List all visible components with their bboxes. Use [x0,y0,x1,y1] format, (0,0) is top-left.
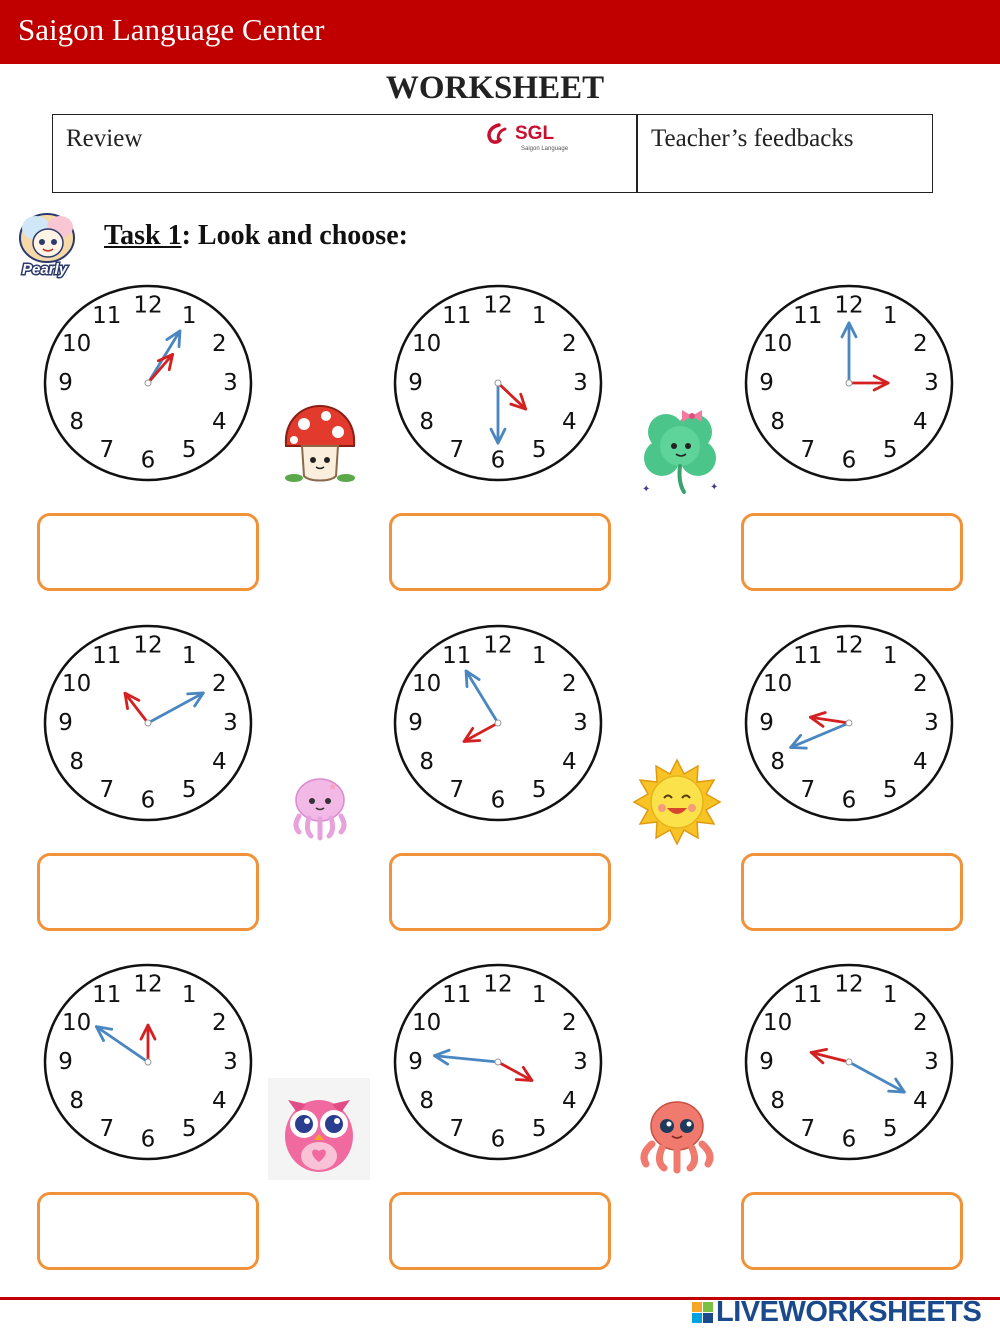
sgl-logo-icon [485,119,580,155]
clock-number: 6 [490,1126,506,1153]
task-instruction: : Look and choose: [181,220,408,251]
clock-number: 3 [223,1049,238,1075]
clock-number: 4 [562,748,577,775]
answer-box-5[interactable] [389,853,611,931]
answer-box-7[interactable] [37,1192,259,1270]
clock-number: 8 [770,748,785,775]
clock-number: 5 [531,1116,547,1143]
clock-number: 1 [882,302,898,329]
clock-number: 6 [841,447,857,474]
liveworksheets-logo[interactable] [692,1295,981,1329]
clock-number: 11 [442,642,472,669]
owl-icon [268,1078,370,1180]
clock-5 [390,620,606,826]
clock-number: 12 [834,632,864,659]
clock-number: 11 [92,981,122,1008]
clock-number: 11 [793,302,823,329]
clock-number: 8 [419,1087,434,1114]
clock-number: 10 [411,331,442,358]
clock-number: 12 [834,292,864,319]
clock-number: 4 [212,1087,227,1114]
clock-number: 10 [762,331,793,358]
clock-number: 2 [913,1010,928,1037]
liveworksheets-mark-icon [692,1302,713,1323]
clock-number: 9 [408,1049,423,1075]
clock-number: 9 [759,710,774,736]
sgl-logo-subtext: Saigon Language [521,146,569,152]
clock-number: 5 [181,777,197,804]
clock-number: 10 [61,671,92,698]
clock-number: 7 [800,777,816,804]
clock-number: 3 [924,710,939,736]
clock-number: 6 [140,787,156,814]
clock-number: 4 [913,1087,928,1114]
clock-number: 6 [140,447,156,474]
clock-number: 1 [882,981,898,1008]
clock-number: 9 [408,710,423,736]
clock-pin [145,1059,151,1065]
clock-number: 6 [841,1126,857,1153]
clock-number: 12 [133,632,163,659]
clock-number: 2 [562,671,577,698]
clock-number: 7 [449,437,465,464]
clock-number: 11 [92,302,122,329]
clock-number: 9 [58,710,73,736]
clock-number: 7 [800,1116,816,1143]
clock-number: 8 [770,1087,785,1114]
clock-number: 2 [913,331,928,358]
clock-number: 3 [223,710,238,736]
clock-pin [846,1059,852,1065]
answer-box-2[interactable] [389,513,611,591]
clock-number: 9 [759,1049,774,1075]
clock-number: 4 [913,748,928,775]
clock-number: 3 [924,370,939,396]
clock-number: 12 [133,971,163,998]
clock-4 [40,620,256,826]
clock-number: 11 [442,981,472,1008]
octopus-icon [632,1096,722,1176]
clock-number: 5 [882,437,898,464]
clock-number: 1 [882,642,898,669]
clock-number: 12 [834,971,864,998]
jellyfish-icon [285,772,355,842]
clock-number: 5 [181,437,197,464]
liveworksheets-text: LIVEWORKSHEETS [716,1295,982,1328]
answer-box-9[interactable] [741,1192,963,1270]
clock-number: 10 [61,1010,92,1037]
answer-box-3[interactable] [741,513,963,591]
clock-pin [495,380,501,386]
svg-text:★: ★ [328,782,337,793]
clock-pin [846,720,852,726]
clock-6 [741,620,957,826]
sun-icon [632,758,722,846]
clock-number: 11 [442,302,472,329]
feedback-label: Teacher’s feedbacks [651,125,854,152]
clock-number: 10 [61,331,92,358]
clock-8 [390,959,606,1165]
clock-number: 7 [800,437,816,464]
clock-number: 3 [223,370,238,396]
clock-pin [145,720,151,726]
clock-number: 6 [841,787,857,814]
clock-number: 8 [419,408,434,435]
clock-number: 1 [181,642,197,669]
clock-7 [40,959,256,1165]
clock-number: 9 [408,370,423,396]
clock-number: 5 [882,777,898,804]
clock-number: 4 [562,1087,577,1114]
clock-number: 7 [449,777,465,804]
header-title: Saigon Language Center [18,12,325,47]
clock-number: 7 [99,437,115,464]
clock-1 [40,280,256,486]
clock-number: 10 [762,1010,793,1037]
clock-9 [741,959,957,1165]
clock-number: 12 [483,292,513,319]
clock-number: 1 [531,981,547,1008]
clock-pin [846,380,852,386]
clock-number: 4 [212,748,227,775]
clock-number: 6 [490,787,506,814]
clock-number: 8 [69,748,84,775]
clock-number: 9 [58,1049,73,1075]
clock-number: 1 [181,302,197,329]
clock-pin [145,380,151,386]
clock-pin [495,1059,501,1065]
clock-number: 8 [69,408,84,435]
worksheet-title: WORKSHEET [385,70,605,106]
answer-box-4[interactable] [37,853,259,931]
mascot-text: Pearly [22,261,68,278]
svg-text:✦: ✦ [642,484,651,495]
clock-number: 4 [913,408,928,435]
clock-number: 3 [573,1049,588,1075]
clock-number: 1 [531,642,547,669]
clock-number: 3 [924,1049,939,1075]
svg-text:✦: ✦ [710,482,719,493]
answer-box-6[interactable] [741,853,963,931]
clock-number: 2 [212,331,227,358]
clock-number: 8 [69,1087,84,1114]
clock-number: 8 [770,408,785,435]
clock-number: 5 [531,777,547,804]
clock-number: 12 [133,292,163,319]
clock-pin [495,720,501,726]
clock-number: 1 [531,302,547,329]
clock-number: 1 [181,981,197,1008]
clock-number: 11 [92,642,122,669]
answer-box-1[interactable] [37,513,259,591]
clock-number: 11 [793,642,823,669]
task-label: Task 1 [104,220,182,251]
mushroom-icon [280,402,360,486]
clock-number: 5 [531,437,547,464]
info-divider [636,115,638,192]
clock-number: 3 [573,370,588,396]
clock-number: 9 [58,370,73,396]
clock-number: 10 [411,671,442,698]
clock-number: 2 [562,331,577,358]
clock-number: 7 [99,1116,115,1143]
clock-number: 2 [212,1010,227,1037]
clock-number: 2 [562,1010,577,1037]
clock-number: 12 [483,971,513,998]
clock-2 [390,280,606,486]
clock-number: 9 [759,370,774,396]
info-table [52,114,933,193]
answer-box-8[interactable] [389,1192,611,1270]
clock-number: 10 [762,671,793,698]
clock-number: 7 [99,777,115,804]
clock-number: 4 [212,408,227,435]
clock-number: 5 [882,1116,898,1143]
clock-number: 12 [483,632,513,659]
clover-icon [636,402,724,498]
review-label: Review [66,125,143,152]
clock-number: 7 [449,1116,465,1143]
pearly-mascot-icon [14,210,88,280]
clock-number: 8 [419,748,434,775]
clock-number: 6 [140,1126,156,1153]
clock-number: 2 [212,671,227,698]
clock-number: 3 [573,710,588,736]
clock-number: 2 [913,671,928,698]
clock-3 [741,280,957,486]
clock-number: 11 [793,981,823,1008]
clock-number: 6 [490,447,506,474]
clock-number: 4 [562,408,577,435]
clock-number: 5 [181,1116,197,1143]
sgl-logo-text: SGL [515,123,555,144]
clock-number: 10 [411,1010,442,1037]
task-title [104,220,408,252]
